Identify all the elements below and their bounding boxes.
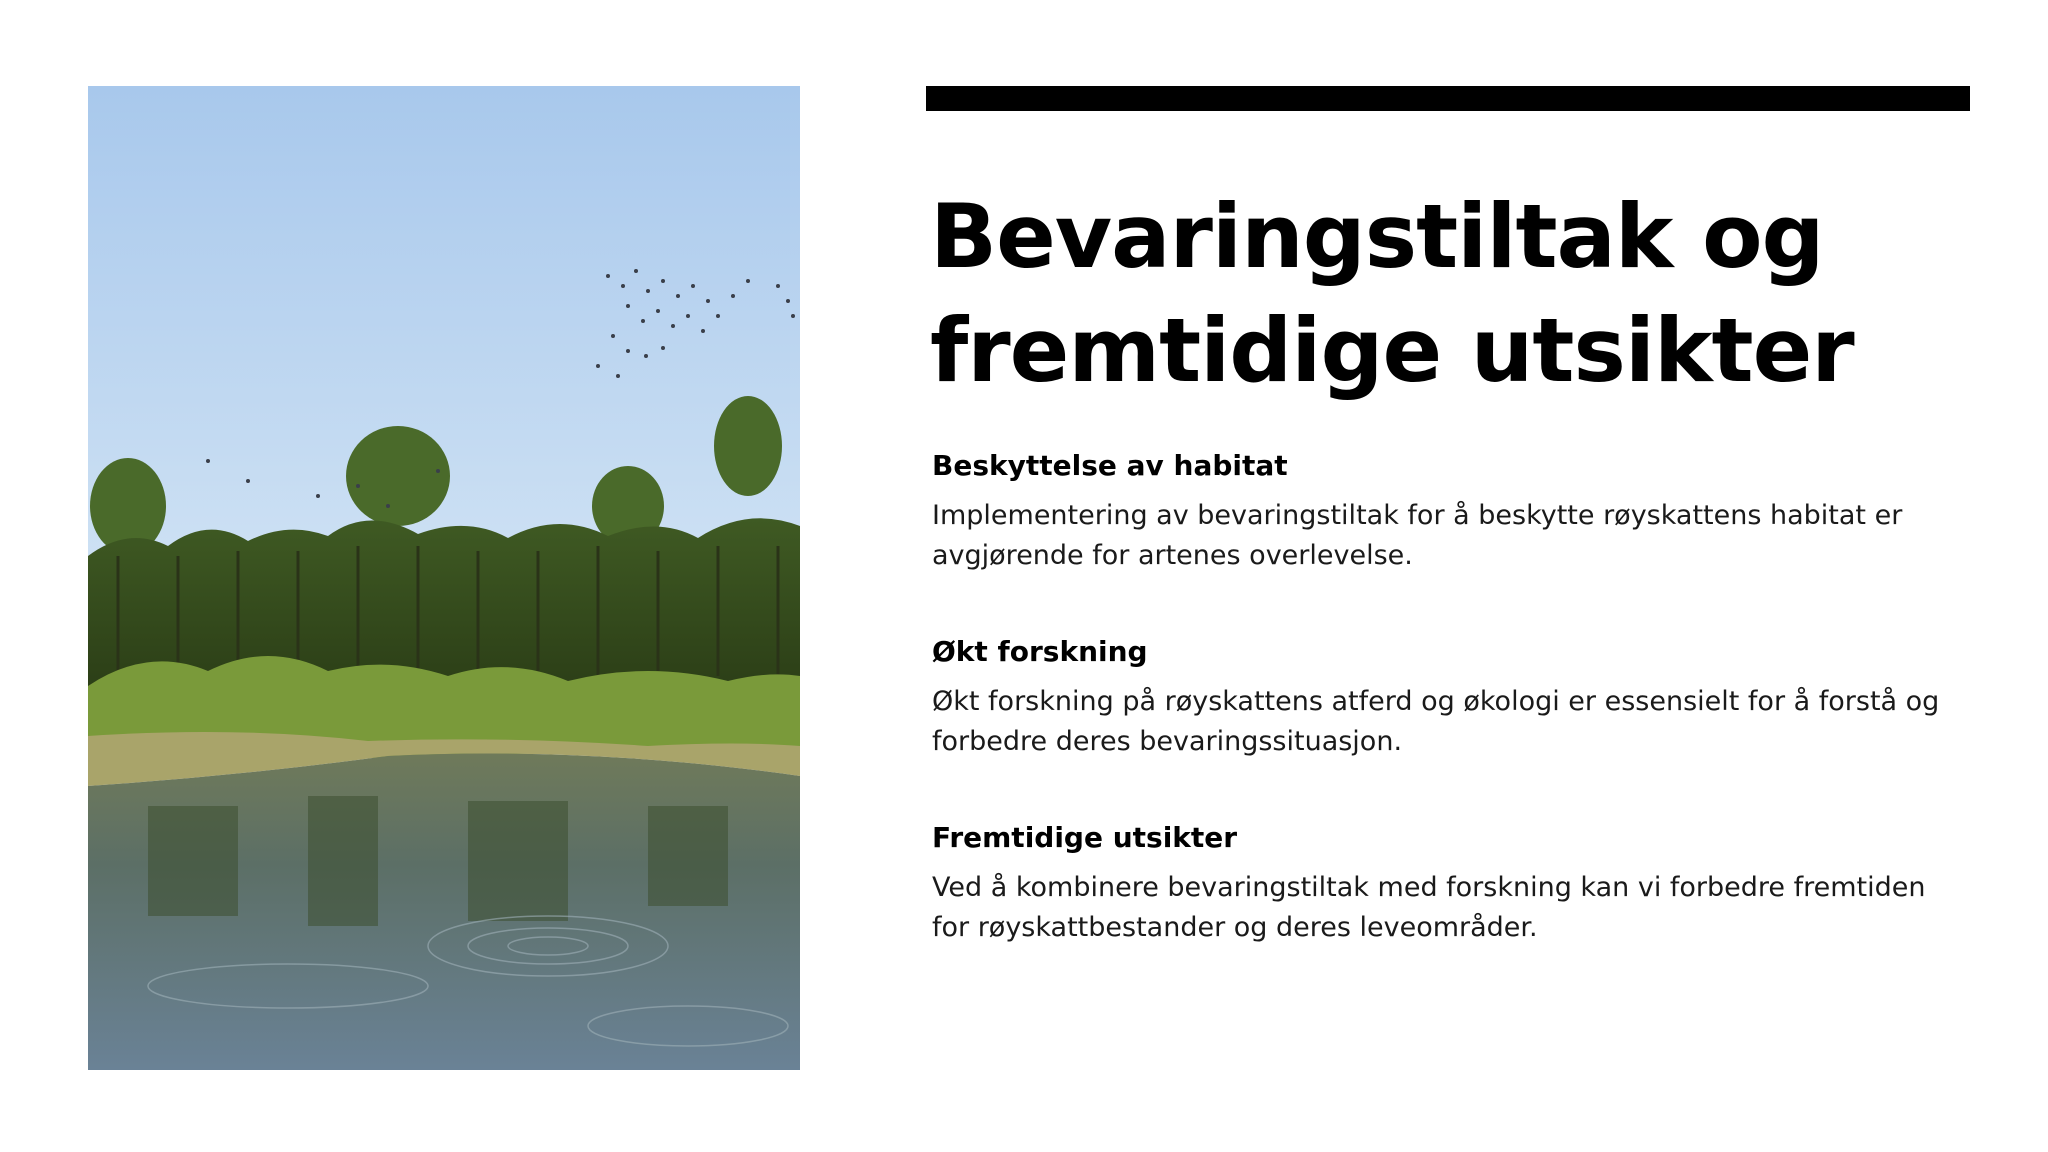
section-heading: Beskyttelse av habitat [932, 449, 1288, 482]
section-body: Implementering av bevaringstiltak for å beskytte røyskattens habitat er avgjørende for artenes overlevelse. [932, 500, 1903, 571]
content-sections [932, 444, 1952, 1002]
section-habitat-protection [932, 444, 1952, 576]
section-increased-research [932, 630, 1952, 762]
section-heading: Fremtidige utsikter [932, 821, 1238, 854]
section-future-outlook [932, 816, 1952, 948]
landscape-photo [88, 86, 800, 1070]
title-accent-bar [926, 86, 1970, 111]
slide-title: Bevaringstiltak og fremtidige utsikter [930, 185, 1854, 402]
section-body: Ved å kombinere bevaringstiltak med forskning kan vi forbedre fremtiden for røyskattbestander og deres leveområder. [932, 872, 1926, 943]
section-heading: Økt forskning [932, 635, 1148, 668]
section-body: Økt forskning på røyskattens atferd og økologi er essensielt for å forstå og forbedre deres bevaringssituasjon. [932, 686, 1940, 757]
